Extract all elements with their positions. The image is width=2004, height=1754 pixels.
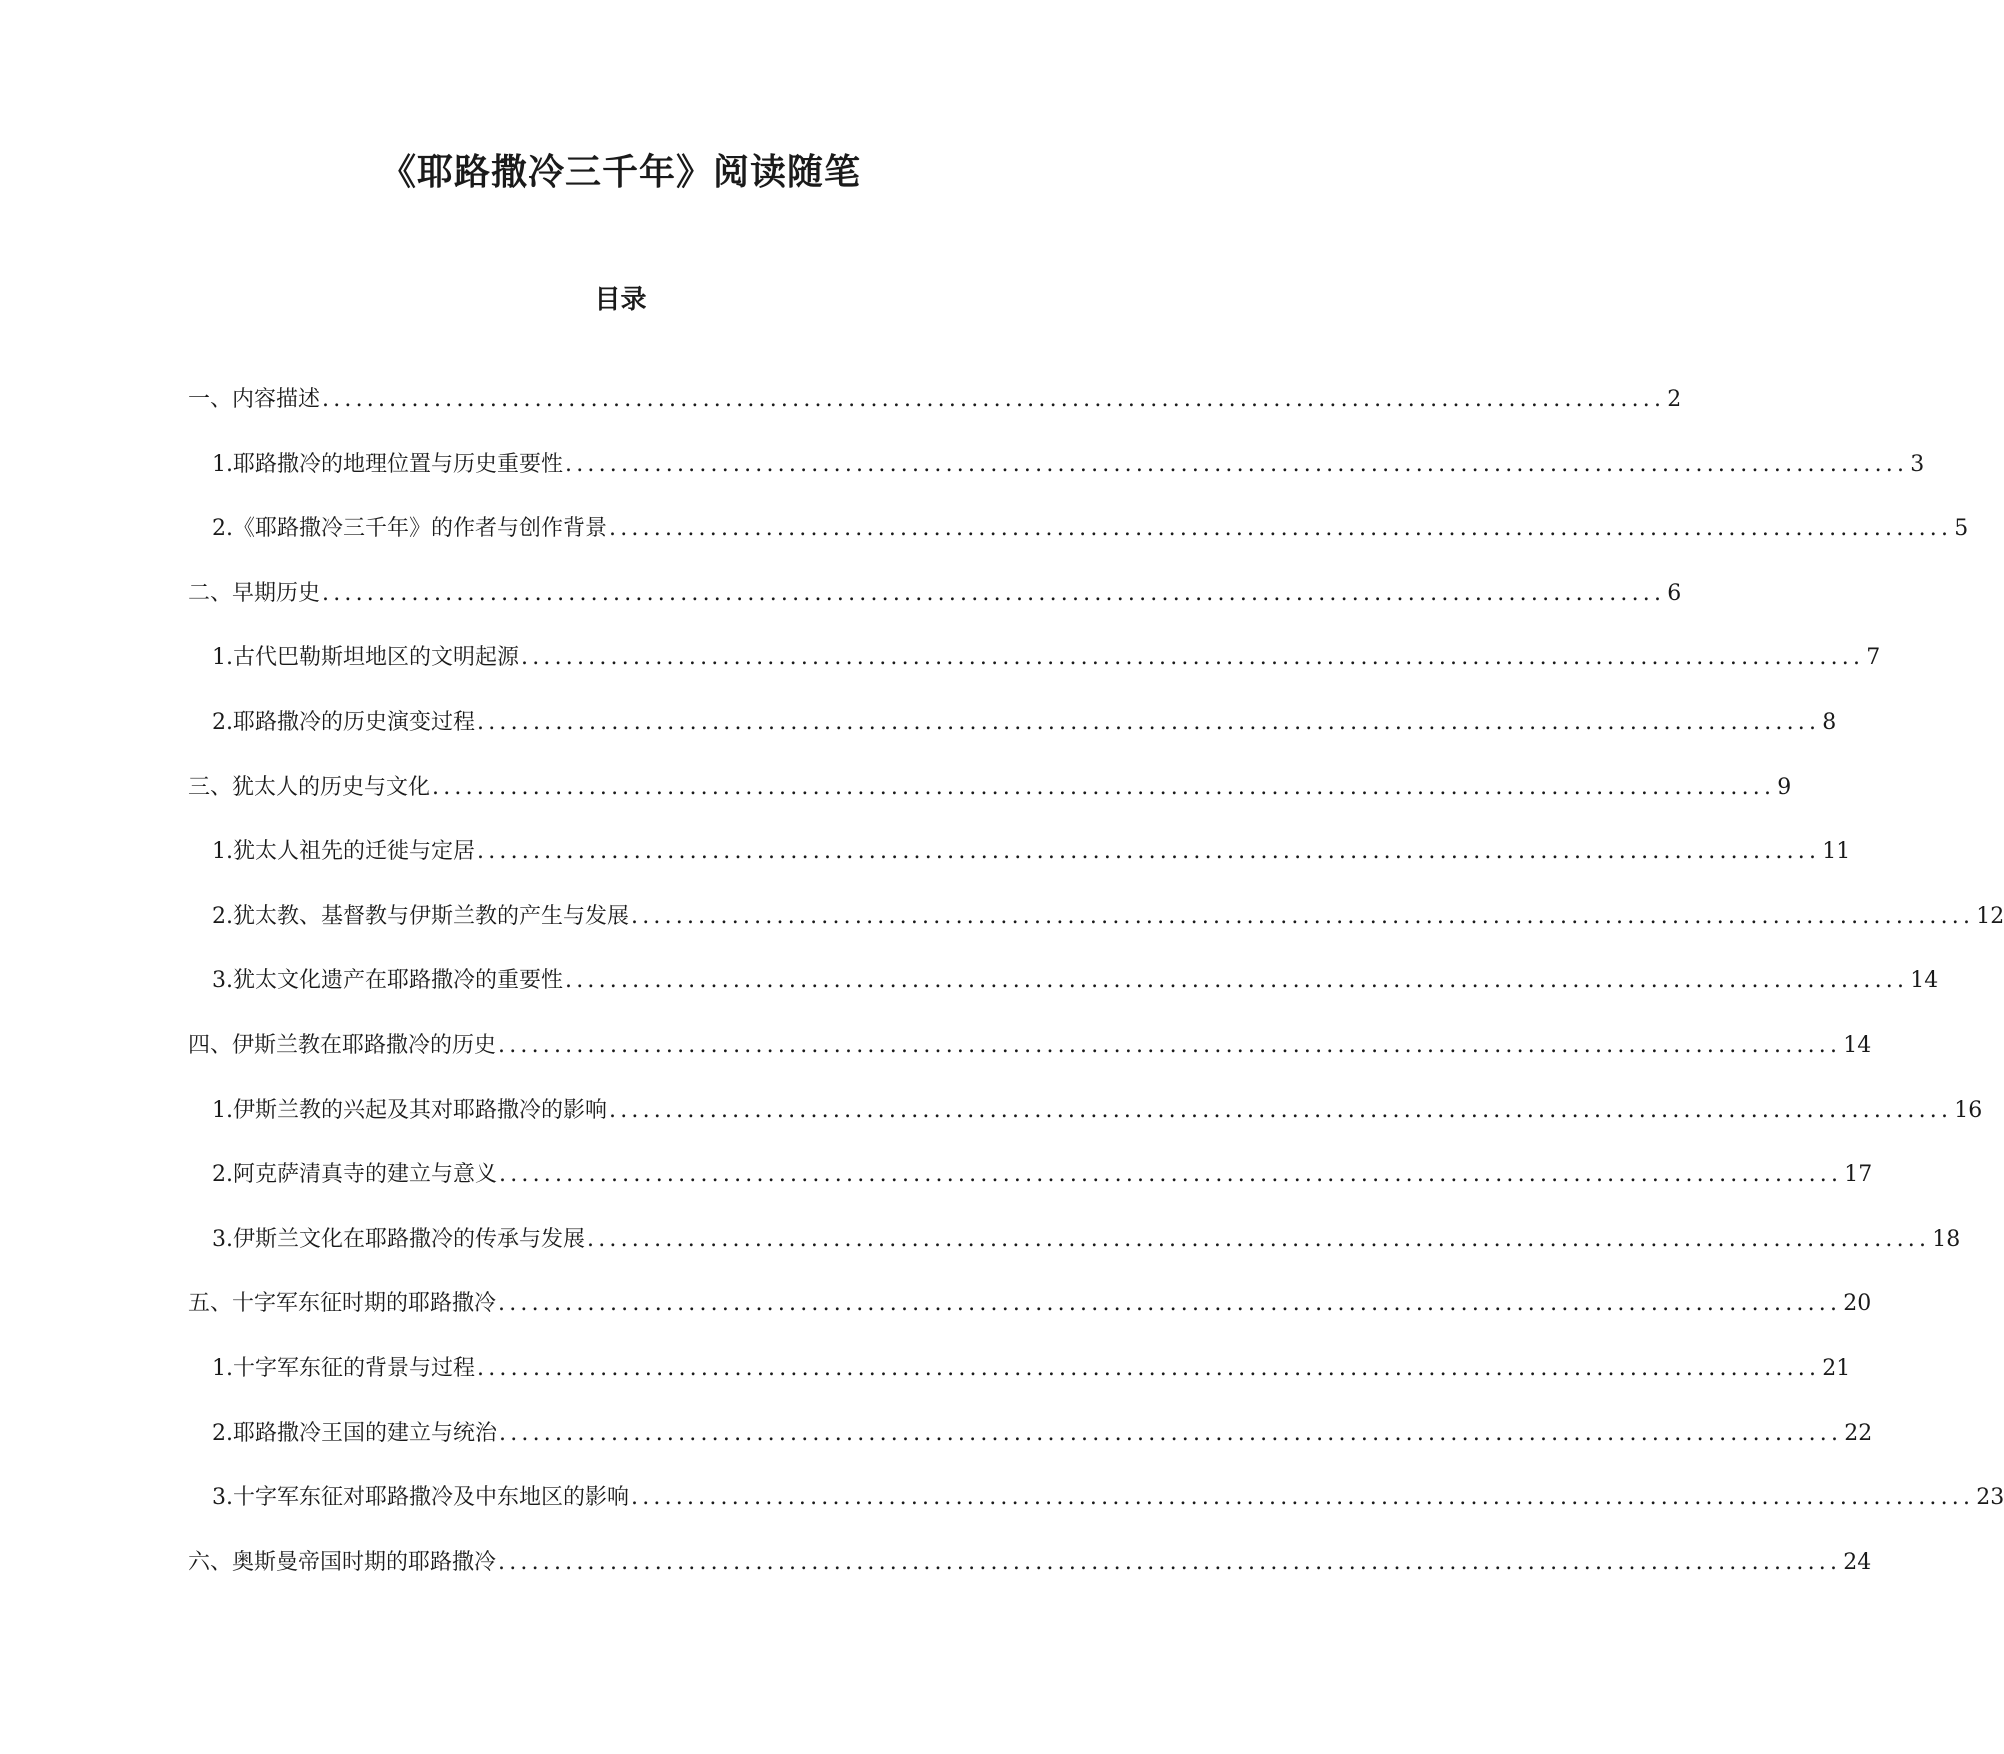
toc-entry-page-number: 21 — [1822, 1356, 1851, 1381]
toc-entry-number: 1. — [212, 645, 233, 670]
toc-entry-number: 1. — [212, 1356, 233, 1381]
toc-entry[interactable] — [212, 514, 1969, 544]
toc-entry-page-number: 11 — [1822, 839, 1851, 864]
toc-entry-label: 伊斯兰文化在耶路撒冷的传承与发展 — [233, 1227, 586, 1252]
dot-leader: ........................................................................................................................ — [631, 1485, 1975, 1510]
toc-entry-label: 五、十字军东征时期的耶路撒冷 — [188, 1291, 497, 1316]
toc-entry-page-number: 23 — [1976, 1485, 2004, 1510]
dot-leader: ........................................................................................................................ — [432, 775, 1776, 800]
toc-entry-label: 十字军东征的背景与过程 — [233, 1356, 476, 1381]
toc-entry-page-number: 14 — [1910, 968, 1939, 993]
toc-entry[interactable] — [188, 1289, 1872, 1319]
toc-entry-page-number: 3 — [1910, 452, 1925, 477]
toc-entry[interactable] — [212, 1225, 1961, 1255]
toc-entry-number: 3. — [212, 1485, 233, 1510]
toc-entry-label: 一、内容描述 — [188, 387, 321, 412]
toc-entry[interactable] — [212, 1354, 1851, 1384]
toc-entry-label: 伊斯兰教的兴起及其对耶路撒冷的影响 — [233, 1098, 608, 1123]
toc-entry-number: 3. — [212, 1227, 233, 1252]
toc-entry-label: 耶路撒冷的地理位置与历史重要性 — [233, 452, 564, 477]
toc-entry-label: 犹太教、基督教与伊斯兰教的产生与发展 — [233, 904, 630, 929]
toc-entry-number: 2. — [212, 904, 233, 929]
toc-entry[interactable] — [212, 1483, 2004, 1513]
toc-entry-label: 六、奥斯曼帝国时期的耶路撒冷 — [188, 1550, 497, 1575]
toc-entry[interactable] — [212, 450, 1925, 480]
toc-entry-page-number: 16 — [1954, 1098, 1983, 1123]
toc-entry-label: 四、伊斯兰教在耶路撒冷的历史 — [188, 1033, 497, 1058]
toc-entry-number: 1. — [212, 452, 233, 477]
dot-leader: ........................................................................................................................ — [609, 1098, 1953, 1123]
toc-entry[interactable] — [188, 773, 1792, 803]
toc-entry[interactable] — [188, 385, 1682, 415]
dot-leader: ........................................................................................................................ — [521, 645, 1865, 670]
dot-leader: ........................................................................................................................ — [499, 1421, 1843, 1446]
toc-heading: 目录 — [594, 285, 647, 315]
toc-entry-number: 2. — [212, 1421, 233, 1446]
toc-entry[interactable] — [188, 1548, 1872, 1578]
toc-entry-label: 二、早期历史 — [188, 581, 321, 606]
toc-entry-label: 犹太人祖先的迁徙与定居 — [233, 839, 476, 864]
toc-entry-label: 十字军东征对耶路撒冷及中东地区的影响 — [233, 1485, 630, 1510]
toc-entry-label: 阿克萨清真寺的建立与意义 — [233, 1162, 498, 1187]
toc-entry-label: 耶路撒冷的历史演变过程 — [233, 710, 476, 735]
toc-entry-page-number: 8 — [1822, 710, 1837, 735]
toc-entry-page-number: 18 — [1932, 1227, 1961, 1252]
dot-leader: ........................................................................................................................ — [631, 904, 1975, 929]
dot-leader: ........................................................................................................................ — [322, 581, 1666, 606]
toc-entry-number: 1. — [212, 839, 233, 864]
toc-entry-page-number: 12 — [1976, 904, 2004, 929]
dot-leader: ........................................................................................................................ — [587, 1227, 1931, 1252]
toc-entry-label: 古代巴勒斯坦地区的文明起源 — [233, 645, 520, 670]
toc-entry-number: 3. — [212, 968, 233, 993]
toc-entry-label: 耶路撒冷王国的建立与统治 — [233, 1421, 498, 1446]
toc-entry-label: 《耶路撒冷三千年》的作者与创作背景 — [233, 516, 608, 541]
toc-entry-number: 2. — [212, 516, 233, 541]
dot-leader: ........................................................................................................................ — [322, 387, 1666, 412]
dot-leader: ........................................................................................................................ — [565, 968, 1909, 993]
toc-entry-page-number: 5 — [1954, 516, 1969, 541]
toc-entry[interactable] — [212, 708, 1837, 738]
toc-entry[interactable] — [212, 643, 1881, 673]
toc-entry[interactable] — [212, 902, 2004, 932]
toc-entry-label: 三、犹太人的历史与文化 — [188, 775, 431, 800]
dot-leader: ........................................................................................................................ — [499, 1162, 1843, 1187]
toc-entry[interactable] — [188, 1031, 1872, 1061]
toc-entry[interactable] — [212, 837, 1851, 867]
toc-entry-page-number: 14 — [1843, 1033, 1872, 1058]
toc-entry-page-number: 17 — [1844, 1162, 1873, 1187]
dot-leader: ........................................................................................................................ — [609, 516, 1953, 541]
dot-leader: ........................................................................................................................ — [477, 1356, 1821, 1381]
dot-leader: ........................................................................................................................ — [498, 1033, 1842, 1058]
toc-entry-page-number: 7 — [1866, 645, 1881, 670]
toc-entry-page-number: 20 — [1843, 1291, 1872, 1316]
dot-leader: ........................................................................................................................ — [498, 1550, 1842, 1575]
toc-entry[interactable] — [188, 579, 1682, 609]
toc-entry[interactable] — [212, 1160, 1873, 1190]
dot-leader: ........................................................................................................................ — [477, 839, 1821, 864]
toc-entry-page-number: 2 — [1667, 387, 1682, 412]
toc-entry-page-number: 9 — [1777, 775, 1792, 800]
toc-entry-number: 2. — [212, 1162, 233, 1187]
dot-leader: ........................................................................................................................ — [477, 710, 1821, 735]
toc-entry-label: 犹太文化遗产在耶路撒冷的重要性 — [233, 968, 564, 993]
toc-entry-page-number: 6 — [1667, 581, 1682, 606]
document-title: 《耶路撒冷三千年》阅读随笔 — [379, 152, 861, 193]
dot-leader: ........................................................................................................................ — [565, 452, 1909, 477]
toc-entry[interactable] — [212, 966, 1939, 996]
toc-entry-page-number: 22 — [1844, 1421, 1873, 1446]
toc-entry[interactable] — [212, 1096, 1983, 1126]
toc-entry-number: 2. — [212, 710, 233, 735]
dot-leader: ........................................................................................................................ — [498, 1291, 1842, 1316]
toc-entry[interactable] — [212, 1419, 1873, 1449]
toc-entry-page-number: 24 — [1843, 1550, 1872, 1575]
toc-entry-number: 1. — [212, 1098, 233, 1123]
